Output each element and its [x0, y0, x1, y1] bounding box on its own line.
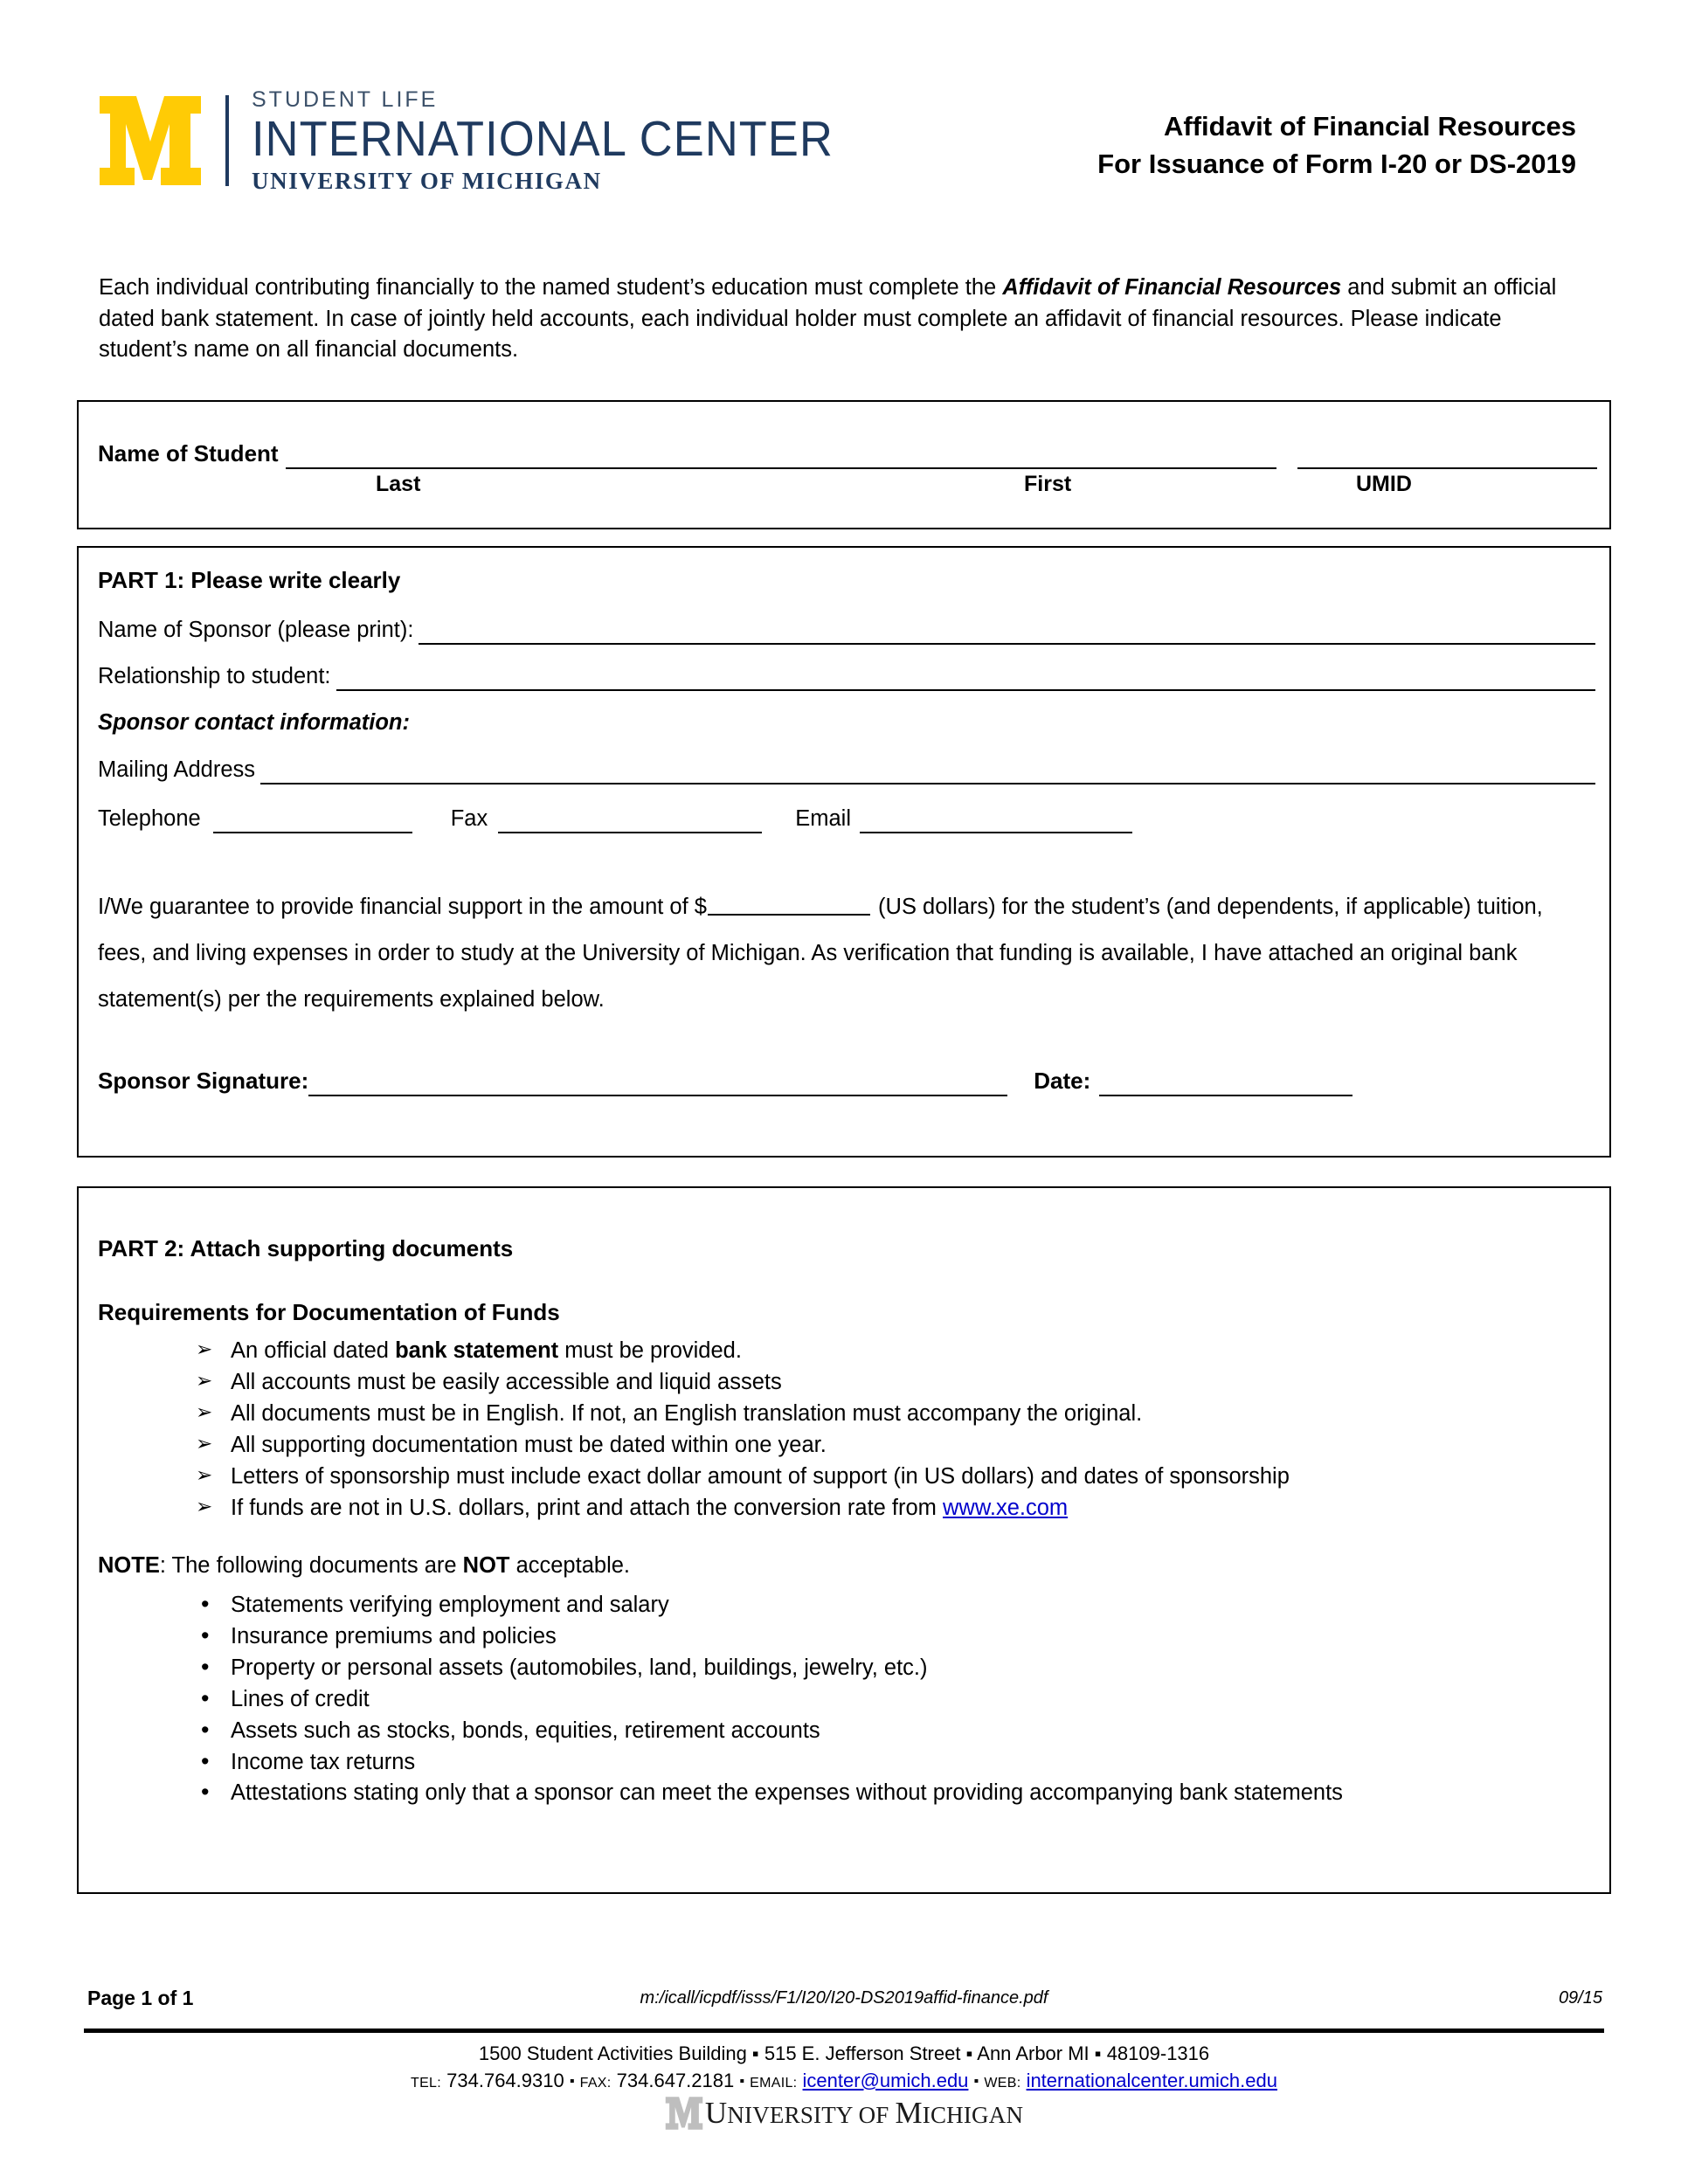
- req-0-post: must be provided.: [558, 1338, 742, 1363]
- caption-first: First: [1024, 472, 1072, 496]
- sep-2: ▪: [739, 2073, 745, 2089]
- tel-number: 734.764.9310: [446, 2069, 564, 2091]
- relationship-label: Relationship to student:: [98, 664, 331, 688]
- sponsor-contact-heading: Sponsor contact information:: [98, 710, 410, 735]
- caption-last: Last: [376, 472, 421, 496]
- req-2-pre: All documents must be in English. If not, an English translation must accompany the original.: [231, 1400, 1143, 1426]
- sponsor-name-input-line[interactable]: [419, 620, 1595, 645]
- list-item: [98, 1400, 1543, 1429]
- part1-box: [77, 546, 1611, 1158]
- logo-international-center-text: INTERNATIONAL CENTER: [252, 110, 834, 167]
- req-0-pre: An official dated: [231, 1338, 396, 1363]
- caption-umid: UMID: [1356, 472, 1412, 496]
- list-item: [98, 1337, 1543, 1366]
- sep-1: ▪: [569, 2073, 575, 2089]
- email-link[interactable]: icenter@umich.edu: [802, 2069, 969, 2091]
- part2-box: [77, 1186, 1611, 1894]
- note-not: NOT: [462, 1553, 510, 1578]
- part2-title: PART 2: Attach supporting documents: [98, 1235, 514, 1261]
- block-m-icon: [98, 93, 203, 189]
- guarantee-paragraph: [98, 884, 1588, 1022]
- date-label: Date:: [1034, 1068, 1091, 1094]
- req-5-pre: If funds are not in U.S. dollars, print and attach the conversion rate from: [231, 1495, 944, 1520]
- web-label: WEB:: [984, 2075, 1021, 2091]
- guarantee-amount-input-line[interactable]: [708, 896, 870, 916]
- list-item: • Income tax returns: [98, 1748, 1543, 1778]
- signature-row: [98, 1068, 1595, 1096]
- page-title: [1097, 108, 1576, 183]
- list-item: [98, 1368, 1543, 1398]
- uname-r1: NIVERSITY OF: [727, 2102, 896, 2128]
- note-post: acceptable.: [509, 1553, 630, 1578]
- note-label: NOTE: [98, 1553, 160, 1578]
- page-number: Page 1 of 1: [87, 1987, 194, 2009]
- fax-label: FAX:: [579, 2075, 612, 2091]
- umid-input-line[interactable]: [1297, 441, 1597, 469]
- note-mid: : The following documents are: [159, 1553, 463, 1578]
- list-item: • Assets such as stocks, bonds, equities, retirement accounts: [98, 1717, 1543, 1746]
- intro-text-part2: and submit an official dated bank statement. In case of jointly held accounts, each individual holder must complete an affidavit of financial resources. Please indicate student’s name on all financial documents.: [99, 275, 1557, 363]
- logo-student-life-text: STUDENT LIFE: [252, 86, 439, 112]
- requirements-heading: Requirements for Documentation of Funds: [98, 1299, 560, 1325]
- page-title-line2: For Issuance of Form I-20 or DS-2019: [1097, 148, 1576, 179]
- sponsor-name-label: Name of Sponsor (please print):: [98, 618, 414, 642]
- page-title-line1: Affidavit of Financial Resources: [1164, 111, 1576, 142]
- um-international-center-logo: [98, 84, 884, 197]
- mailing-address-label: Mailing Address: [98, 757, 256, 782]
- req-0-bold: bank statement: [395, 1338, 559, 1363]
- list-item: • Lines of credit: [98, 1685, 1543, 1715]
- fax-input-line[interactable]: [498, 809, 762, 833]
- student-name-box: [77, 400, 1611, 529]
- uname-c2: M: [895, 2096, 923, 2130]
- intro-emphasis: Affidavit of Financial Resources: [1002, 275, 1342, 300]
- revision-date: 09/15: [1558, 1988, 1602, 2008]
- sponsor-signature-label: Sponsor Signature:: [98, 1068, 309, 1094]
- list-item: [98, 1431, 1543, 1461]
- fax-label: Fax: [450, 806, 488, 831]
- note-heading: [98, 1553, 630, 1579]
- logo-divider: [225, 95, 229, 186]
- fax-number: 734.647.2181: [616, 2069, 735, 2091]
- uname-r2: ICHIGAN: [922, 2102, 1024, 2128]
- telephone-fax-email-row: [98, 806, 1595, 833]
- email-label: Email: [795, 806, 851, 831]
- relationship-input-line[interactable]: [336, 667, 1595, 691]
- list-item: • Statements verifying employment and salary: [98, 1591, 1543, 1621]
- telephone-input-line[interactable]: [213, 809, 412, 833]
- student-name-row: [98, 440, 1597, 469]
- tel-label: TEL:: [411, 2075, 442, 2091]
- address-line1: 1500 Student Activities Building ▪ 515 E. Jefferson Street ▪ Ann Arbor MI ▪ 48109-1316: [478, 2042, 1210, 2064]
- xe-com-link[interactable]: www.xe.com: [943, 1495, 1069, 1520]
- footer-divider: [84, 2028, 1604, 2033]
- part1-title: PART 1: Please write clearly: [98, 567, 401, 593]
- block-m-icon-gray: [665, 2095, 703, 2132]
- file-path: m:/icall/icpdf/isss/F1/I20/I20-DS2019affid-finance.pdf: [640, 1988, 1048, 2008]
- list-item: [98, 1462, 1543, 1492]
- logo-wordmark: [252, 86, 884, 194]
- student-name-input-line[interactable]: [286, 441, 1276, 469]
- footer-address-block: [0, 2042, 1688, 2093]
- student-name-label: Name of Student: [98, 440, 279, 467]
- mailing-address-input-line[interactable]: [260, 760, 1595, 784]
- req-1-pre: All accounts must be easily accessible and liquid assets: [231, 1369, 782, 1394]
- sep-3: ▪: [973, 2073, 979, 2089]
- list-item: • Insurance premiums and policies: [98, 1622, 1543, 1652]
- date-input-line[interactable]: [1099, 1072, 1352, 1096]
- sponsor-signature-input-line[interactable]: [308, 1072, 1007, 1096]
- student-name-captions: [98, 472, 1597, 500]
- page-footer-row: [84, 1987, 1604, 2022]
- footer-university-name: [705, 2096, 1023, 2131]
- list-item: • Property or personal assets (automobiles, land, buildings, jewelry, etc.): [98, 1654, 1543, 1683]
- email-label-footer: EMAIL:: [750, 2075, 798, 2091]
- req-4-pre: Letters of sponsorship must include exact dollar amount of support (in US dollars) and dates of sponsorship: [231, 1463, 1290, 1489]
- not-acceptable-list: [98, 1591, 1543, 1810]
- list-item: [98, 1494, 1543, 1524]
- relationship-row: [98, 664, 1595, 691]
- requirements-list: [98, 1337, 1543, 1524]
- page-header: [0, 84, 1688, 215]
- req-3-pre: All supporting documentation must be dated within one year.: [231, 1432, 827, 1457]
- intro-paragraph: [99, 273, 1588, 366]
- telephone-label: Telephone: [98, 806, 201, 831]
- web-link[interactable]: internationalcenter.umich.edu: [1026, 2069, 1277, 2091]
- logo-university-text: UNIVERSITY OF MICHIGAN: [252, 167, 602, 194]
- intro-text-part1: Each individual contributing financially to the named student’s education must complete the: [99, 275, 1003, 300]
- guarantee-text-b: (US dollars) for the student’s (and dependents, if applicable) tuition, fees, and living expenses in order to study at the University of Michigan. As verification that funding is available, I have attached an original bank statement(s) per the requirements explained below.: [98, 895, 1543, 1012]
- guarantee-text-a: I/We guarantee to provide financial support in the amount of $: [98, 895, 707, 919]
- email-input-line[interactable]: [860, 809, 1132, 833]
- uname-c1: U: [704, 2096, 728, 2130]
- footer-university-logo: [0, 2095, 1688, 2132]
- address-line2: [0, 2069, 1688, 2094]
- mailing-address-row: [98, 757, 1595, 784]
- sponsor-name-row: [98, 618, 1595, 645]
- list-item: • Attestations stating only that a sponsor can meet the expenses without providing accompanying bank statements: [98, 1779, 1543, 1808]
